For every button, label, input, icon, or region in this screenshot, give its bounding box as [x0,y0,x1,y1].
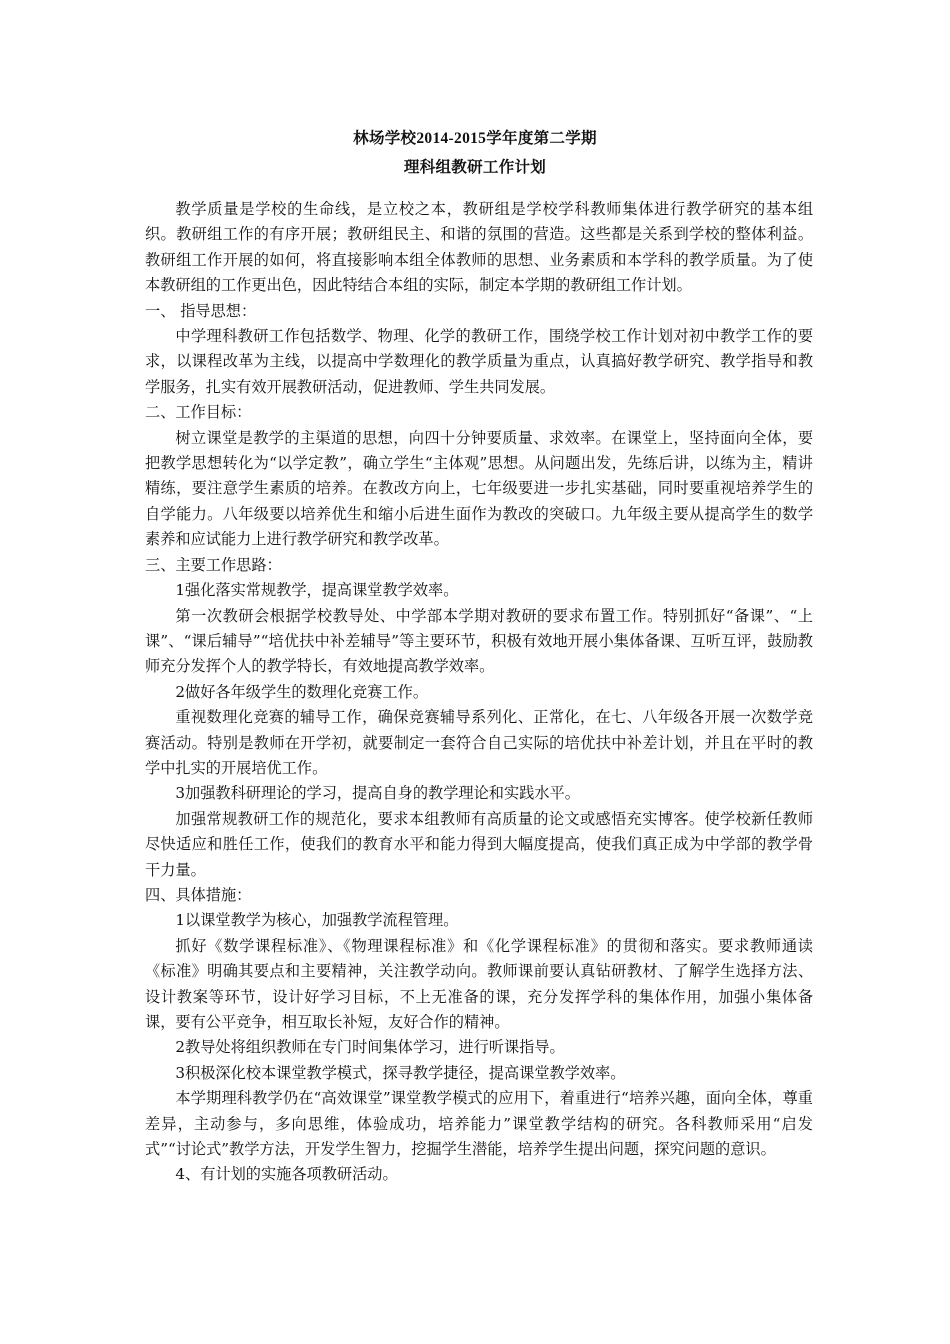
section-heading: 三、主要工作思路： [145,555,282,574]
section-heading: 四、具体措施： [145,885,252,904]
body-paragraph: 抓好《数学课程标准》、《物理课程标准》和《化学课程标准》的贯彻和落实。要求教师通读《标准》明确其要点和主要精神，关注教学动向。教师课前要认真钻研教材、了解学生选择方法、设计教案等环节，设计好学习目标，不上无准备的课，充分发挥学科的集体作用，加强小集体备课，要有公平竞争，相互取长补短，友好合作的精神。 [145,936,813,1031]
body-paragraph: 第一次教研会根据学校教导处、中学部本学期对教研的要求布置工作。特别抓好“备课”、“上课”、“课后辅导”“培优扶中补差辅导”等主要环节，积极有效地开展小集体备课、互听互评，鼓励教师充分发挥个人的教学特长，有效地提高教学效率。 [145,606,813,676]
body-paragraph: 树立课堂是教学的主渠道的思想，向四十分钟要质量、求效率。在课堂上，坚持面向全体，要把教学思想转化为“以学定教”，确立学生“主体观”思想。从问题出发，先练后讲，以练为主，精讲精练，要注意学生素质的培养。在教改方向上，七年级要进一步扎实基础，同时要重视培养学生的自学能力。八年级要以培养优生和缩小后进生面作为教改的突破口。九年级主要从提高学生的数学素养和应试能力上进行教学研究和教学改革。 [145,428,813,549]
body-paragraph: 2做好各年级学生的数理化竞赛工作。 [175,682,429,701]
body-paragraph: 教学质量是学校的生命线，是立校之本，教研组是学校学科教师集体进行教学研究的基本组织。教研组工作的有序开展；教研组民主、和谐的氛围的营造。这些都是关系到学校的整体利益。教研组工作开展的如何，将直接影响本组全体教师的思想、业务素质和本学科的教学质量。为了使本教研组的工作更出色，因此特结合本组的实际，制定本学期的教研组工作计划。 [145,200,813,295]
body-paragraph: 4、有计划的实施各项教研活动。 [175,1165,398,1184]
section-heading: 一、 指导思想： [145,301,257,320]
body-paragraph: 加强常规教研工作的规范化，要求本组教师有高质量的论文或感悟充实博客。使学校新任教师尽快适应和胜任工作，使我们的教育水平和能力得到大幅度提高，使我们真正成为中学部的教学骨干力量。 [145,809,813,879]
body-paragraph: 1强化落实常规教学，提高课堂教学效率。 [175,581,459,600]
document-title [0,124,950,182]
title-line-1: 林场学校2014-2015学年度第二学期 [353,130,597,147]
body-paragraph: 本学期理科教学仍在“高效课堂”课堂教学模式的应用下，着重进行“培养兴趣，面向全体，尊重差异，主动参与，多向思维，体验成功，培养能力”课堂教学结构的研究。各科教师采用“启发式”“讨论式”教学方法，开发学生智力，挖掘学生潜能，培养学生提出问题，探究问题的意识。 [145,1089,813,1159]
body-paragraph: 重视数理化竞赛的辅导工作，确保竞赛辅导系列化、正常化，在七、八年级各开展一次数学竞赛活动。特别是教师在开学初，就要制定一套符合自己实际的培优扶中补差计划，并且在平时的教学中扎实的开展培优工作。 [145,708,813,777]
title-line-2: 理科组教研工作计划 [403,159,547,176]
section-heading: 二、工作目标： [145,403,252,422]
body-paragraph: 2教导处将组织教师在专门时间集体学习，进行听课指导。 [175,1038,565,1057]
body-paragraph: 3加强教科研理论的学习，提高自身的教学理论和实践水平。 [175,784,580,803]
body-paragraph: 3积极深化校本课堂教学模式，探寻教学捷径，提高课堂教学效率。 [175,1063,626,1082]
body-paragraph: 中学理科教研工作包括数学、物理、化学的教研工作，围绕学校工作计划对初中教学工作的要求，以课程改革为主线，以提高中学数理化的教学质量为重点，认真搞好教学研究、教学指导和教学服务，扎实有效开展教研活动，促进教师、学生共同发展。 [145,327,813,396]
body-paragraph: 1以课堂教学为核心，加强教学流程管理。 [175,911,459,930]
document-body [145,197,813,1188]
